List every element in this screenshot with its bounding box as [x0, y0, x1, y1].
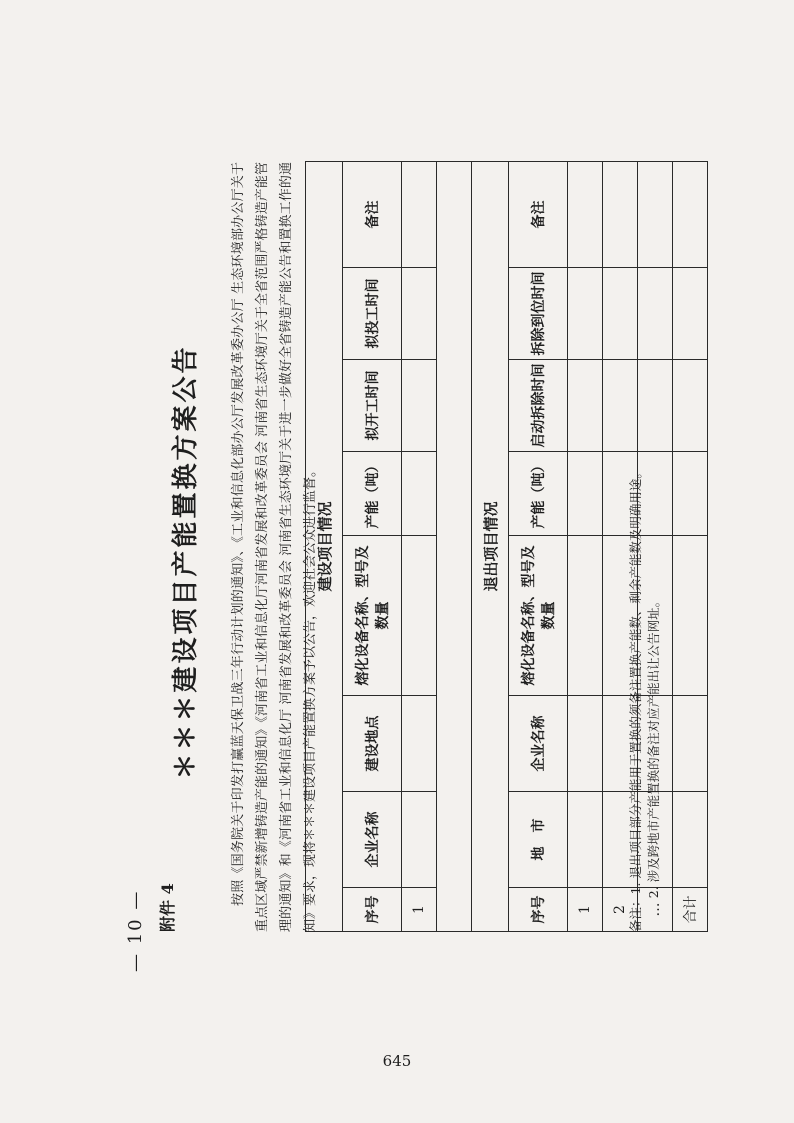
note-line-1: 备注：1. 退出项目部分产能用于置换的须备注置换产能数、剩余产能数及明确用途。 — [628, 466, 643, 932]
build-header-cell: 拟投工时间 — [343, 268, 402, 360]
total-cell — [673, 268, 708, 360]
build-cell — [402, 360, 437, 452]
exit-cell — [568, 268, 603, 360]
build-header-cell: 熔化设备名称、型号及数量 — [343, 536, 402, 696]
exit-header-cell: 企业名称 — [509, 696, 568, 792]
build-cell — [402, 792, 437, 888]
exit-header-cell: 备注 — [509, 161, 568, 267]
intro-text: 按照《国务院关于印发打赢蓝天保卫战三年行动计划的通知》、《工业和信息化部办公厅发展改革委办公厅 生态环境部办公厅关于重点区域严禁新增铸造产能的通知》《河南省工业和信息化厅河南省发展和改革委员会 河南省生态环境厅关于全省范围严格铸造产能管理的通知》和《河南省工业和信息化厅 河南省发展和改革委员会 河南省生态环境厅关于进一步做好全省铸造产能公告和置换工作的通知》要求，现将＊＊＊建设项目产能置换方案予以公告，欢迎社会公众进行监督。 — [231, 162, 318, 932]
exit-cell — [603, 268, 638, 360]
build-header-cell: 备注 — [343, 161, 402, 267]
build-cell — [402, 161, 437, 267]
build-header-cell: 建设地点 — [343, 696, 402, 792]
exit-cell: … — [638, 888, 673, 932]
exit-cell — [603, 161, 638, 267]
build-cell — [402, 268, 437, 360]
build-cell — [402, 696, 437, 792]
exit-cell — [638, 360, 673, 452]
build-cell — [402, 536, 437, 696]
build-section-title: 建设项目情况 — [306, 161, 343, 931]
total-cell — [673, 536, 708, 696]
notes — [627, 466, 663, 932]
total-cell — [673, 452, 708, 536]
total-cell — [673, 696, 708, 792]
exit-header-cell: 启动拆除时间 — [509, 360, 568, 452]
exit-header-row — [509, 161, 568, 931]
build-header-cell: 产能（吨） — [343, 452, 402, 536]
total-cell — [673, 161, 708, 267]
page-number: 645 — [382, 1052, 412, 1070]
exit-cell: 1 — [568, 888, 603, 932]
exit-cell: 2 — [603, 888, 638, 932]
build-cell: 1 — [402, 888, 437, 932]
exit-cell — [638, 268, 673, 360]
page-marker: — 10 — — [125, 889, 146, 972]
exit-section-title: 退出项目情况 — [472, 161, 509, 931]
table-row — [402, 161, 437, 931]
exit-cell — [568, 360, 603, 452]
exit-header-cell: 产能（吨） — [509, 452, 568, 536]
spacer-row — [437, 161, 472, 931]
exit-header-cell: 拆除到位时间 — [509, 268, 568, 360]
exit-cell — [638, 161, 673, 267]
total-cell — [673, 792, 708, 888]
exit-cell — [568, 536, 603, 696]
exit-header-cell: 熔化设备名称、型号及数量 — [509, 536, 568, 696]
exit-cell — [568, 696, 603, 792]
exit-cell — [568, 161, 603, 267]
exit-cell — [568, 452, 603, 536]
announcement-title: ＊＊＊建设项目产能置换方案公告 — [171, 344, 201, 780]
build-header-cell: 企业名称 — [343, 792, 402, 888]
note-line-2: 2. 涉及跨地市产能置换的备注对应产能出让公告网址。 — [646, 594, 661, 899]
rotated-page-content — [117, 132, 699, 992]
build-cell — [402, 452, 437, 536]
table-row — [568, 161, 603, 931]
exit-cell — [568, 792, 603, 888]
build-header-cell: 序号 — [343, 888, 402, 932]
exit-header-cell: 序号 — [509, 888, 568, 932]
annex-label: 附件 4 — [158, 883, 177, 932]
build-header-row — [343, 161, 402, 931]
exit-cell — [603, 360, 638, 452]
build-header-cell: 拟开工时间 — [343, 360, 402, 452]
total-cell — [673, 360, 708, 452]
total-label: 合计 — [673, 888, 708, 932]
exit-header-cell: 地 市 — [509, 792, 568, 888]
